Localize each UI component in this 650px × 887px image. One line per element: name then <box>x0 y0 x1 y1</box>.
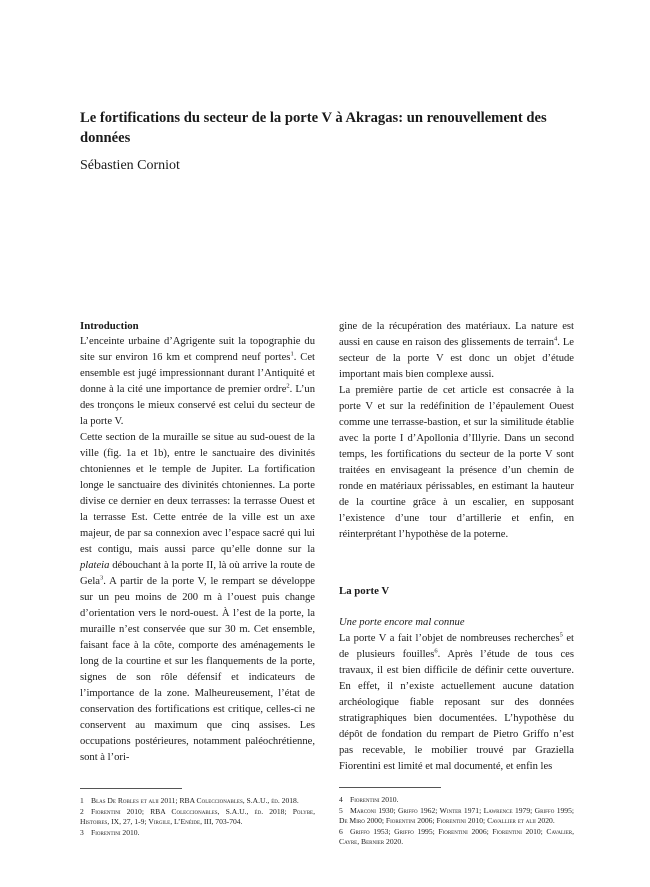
paragraph-4: La première partie de cet article est consacrée à la porte V et sur la redéfinition de l’épaulement Ouest comme une terrasse-bastion, et sur la similitude établie avec la porte I d’Apollonia d’Illyrie. Dans un second temps, les fortifications du secteur de la porte V sont traitées en envisageant la présence d’un chemin de ronde en matériaux périssables, en estimant la hauteur de la courtine grâce à un escalier, en supposant l’existence d’une tour d’artillerie et enfin, en réinterprétant l’hypothèse de la poterne. <box>339 385 574 540</box>
footnote-2: 2 Fiorentini 2010; RBA Coleccionables, S.A.U., éd. 2018; Polybe, Histoires, IX, 27, 1-9; Virgile, L’Enéide, III, 703-704. <box>80 806 315 827</box>
section-heading-introduction: Introduction <box>80 320 139 332</box>
footnotes-right <box>339 795 574 848</box>
footnote-ref-6[interactable]: 6 <box>434 647 438 655</box>
paragraph-3: gine de la récupération des matériaux. La nature est aussi en cause en raison des glissements de terrain$^4$. Le secteur de la porte V est donc un objet d’étude important mais bien complexe aussi. <box>339 321 574 380</box>
article-title: Le fortifications du secteur de la porte V à Akragas: un renouvellement des données <box>80 110 547 146</box>
footnote-3: 3 Fiorentini 2010. <box>80 827 140 837</box>
paragraph-1: L’enceinte urbaine d’Agrigente suit la topographie du site sur environ 16 km et comprend neuf portes$^1$. Cet ensemble est jugé impressionnant durant l’Antiquité et donne à la cité une importance de premier ordre$^2$. L’un des tronçons le mieux conservé est celui du secteur de la porte V. <box>80 336 316 427</box>
footnote-ref-3[interactable]: 3 <box>100 574 104 582</box>
footnote-ref-4[interactable]: 4 <box>554 335 558 343</box>
author-name: Sébastien Corniot <box>80 158 180 173</box>
left-column <box>80 318 315 766</box>
footnote-1: 1 Blas De Robles et alii 2011; RBA Coleccionables, S.A.U., éd. 2018. <box>80 796 299 805</box>
footnote-4: 4 Fiorentini 2010. <box>339 795 399 804</box>
footnote-ref-5[interactable]: 5 <box>559 631 563 639</box>
footnote-divider-right <box>339 787 441 788</box>
right-column <box>339 319 574 775</box>
section-heading-porte-v: La porte V <box>339 585 390 597</box>
footnote-ref-2[interactable]: 2 <box>286 382 290 390</box>
footnote-ref-1[interactable]: 1 <box>290 350 294 358</box>
paragraph-2: Cette section de la muraille se situe au sud-ouest de la ville (fig. 1a et 1b), entre le sanctuaire des divinités chtoniennes et le temple de Jupiter. La fortification longe le sanctuaire des divinités chtoniennes. La porte divise ce dernier en deux terrasses: la terrasse Ouest et la terrasse Est. Cette entrée de la ville est un axe majeur, de par sa connexion avec l’espace sacré qui lui est contigu, mais aussi parce qu’elle donne sur la plateia débouchant à la porte II, là où arrive la route de Gela$^3$. A partir de la porte V, le rempart se développe sur un peu moins de 200 m à l’ouest puis change d’orientation vers le nord-ouest. À l’est de la porte, la muraille n’est conservée que sur 30 m. Cet ensemble, faisant face à la côte, comporte des aménagements le long de la courtine et sur les flanquements de la porte, signes de son rôle défensif et indicateurs de l’importance de la zone. Malheureusement, l’état de conservation des fortifications est critique, celles-ci ne conservent au maximum que cinq assises. Les occupations postérieures, notamment paléochrétienne, sont à l’ori- <box>80 432 315 763</box>
footnote-divider-left <box>80 788 182 789</box>
footnote-6: 6 Griffo 1953; Griffo 1995; Fiorentini 2006; Fiorentini 2010; Cavalier, Cayre, Bernier 2020. <box>339 826 574 847</box>
footnotes-left <box>80 796 315 838</box>
paragraph-5: La porte V a fait l’objet de nombreuses recherches$^5$ et de plusieurs fouilles$^6$. Après l’étude de tous ces travaux, il est bien difficile de définir cette ouverture. En effet, il n’existe actuellement aucune datation archéologique fiable reposant sur des données stratigraphiques bien documentées. L’hypothèse du dépôt de fondation du rempart de Pietro Griffo n’est pas recevable, le mobilier trouvé par Graziella Fiorentini est limité et mal documenté, et enfin les <box>339 631 574 772</box>
subsection-heading: Une porte encore mal connue <box>339 617 465 628</box>
footnote-5: 5 Marconi 1930; Griffo 1962; Winter 1971; Lawrence 1979; Griffo 1995; De Miro 2000; Fiorentini 2006; Fiorentini 2010; Cavallier et alii 2020. <box>339 805 574 826</box>
